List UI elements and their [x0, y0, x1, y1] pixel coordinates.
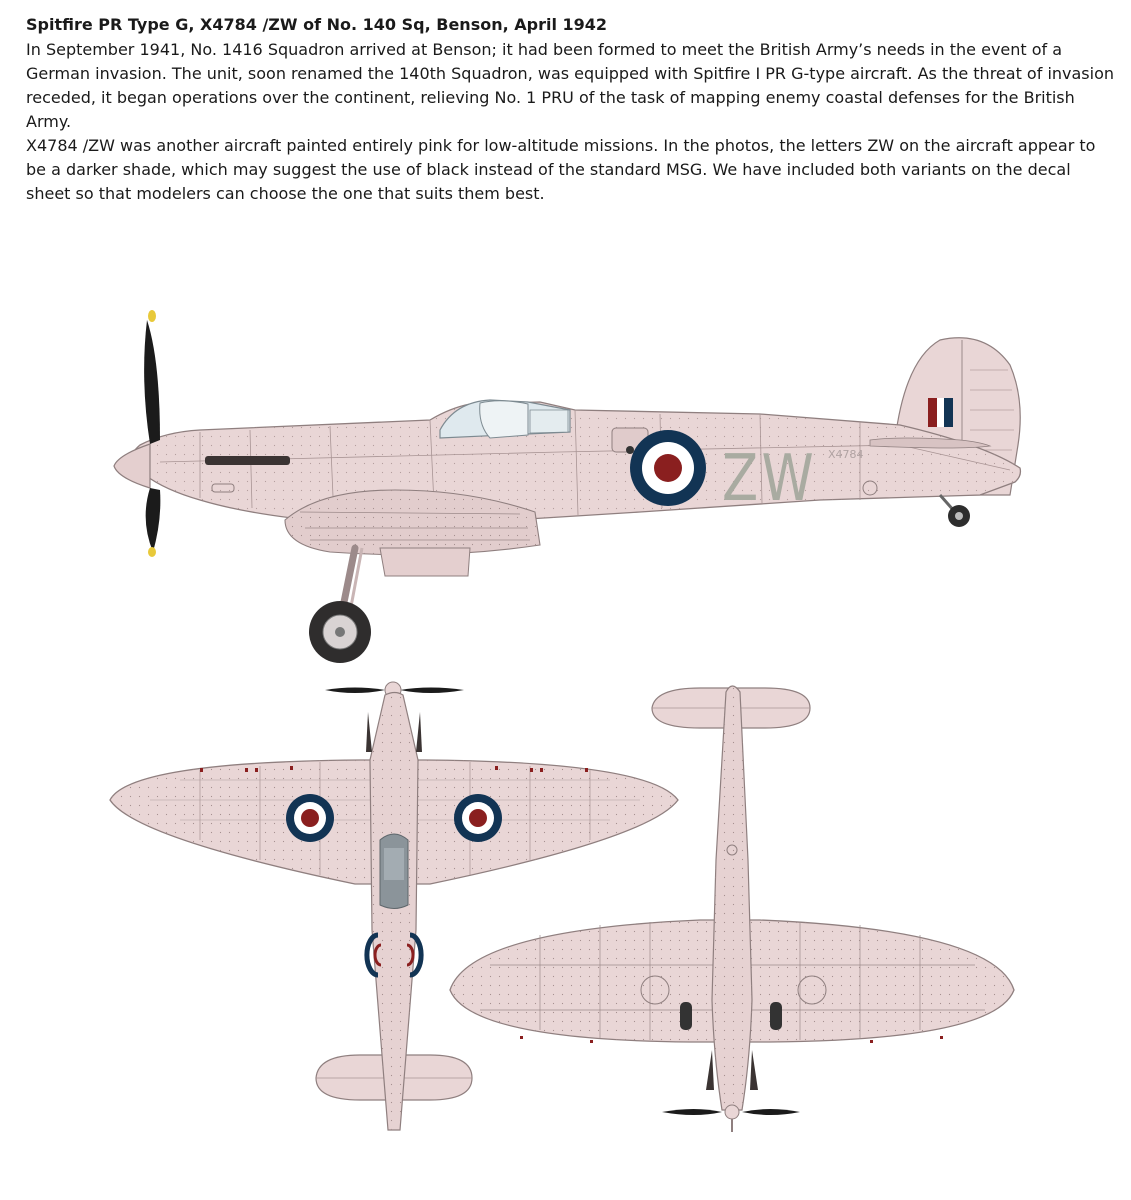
spitfire-bottom-view-icon: [450, 686, 1014, 1132]
spitfire-side-profile-icon: [114, 310, 1020, 663]
squadron-code: ZW: [722, 442, 817, 516]
profile-title: Spitfire PR Type G, X4784 /ZW of No. 140 Sq, Benson, April 1942: [26, 15, 608, 34]
serial-number: X4784: [828, 448, 864, 461]
profile-paragraph-1: In September 1941, No. 1416 Squadron arrived at Benson; it had been formed to meet the British Army’s needs in the event of a German invasion. The unit, soon renamed the 140th Squadron, was equipped with Spitfire I PR G-type aircraft. As the threat of invasion receded, it began operations over the continent, relieving No. 1 PRU of the task of mapping enemy coastal defenses for the British Army.: [26, 40, 1115, 131]
spitfire-top-view-icon: [110, 682, 678, 1130]
profile-paragraph-2: X4784 /ZW was another aircraft painted entirely pink for low-altitude missions. In the photos, the letters ZW on the aircraft appear to be a darker shade, which may suggest the use of black instead of the standard MSG. We have included both variants on the decal sheet so that modelers can choose the one that suits them best.: [26, 136, 1096, 203]
